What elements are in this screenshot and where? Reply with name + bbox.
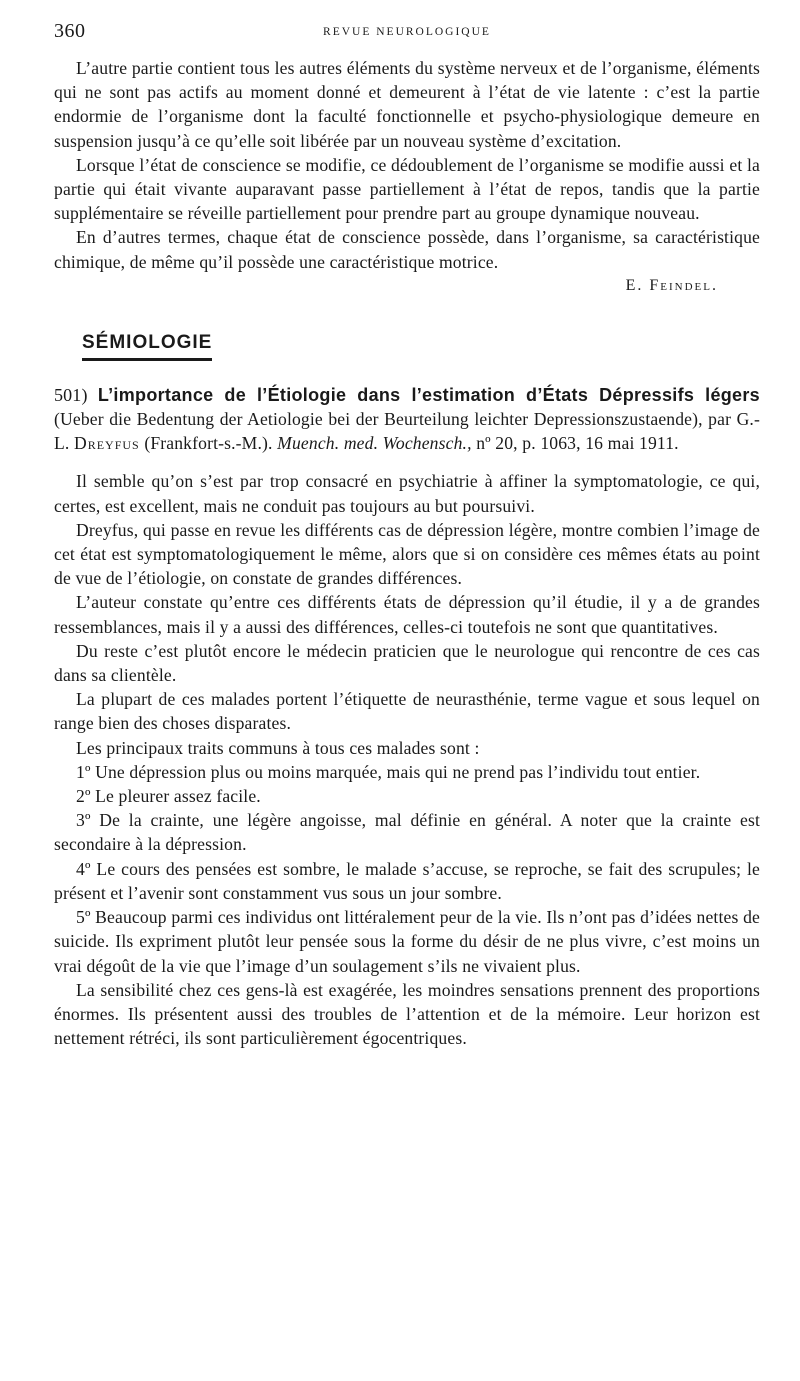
article-number: 501): [54, 384, 88, 405]
list-item: 2º Le pleurer assez facile.: [76, 786, 261, 807]
list-item: 4º Le cours des pensées est sombre, le malade s’accuse, se reproche, se fait des scrupules; le présent et l’avenir sont constamment vus sous un jour sombre.: [54, 858, 760, 903]
body-paragraph: Du reste c’est plutôt encore le médecin praticien que le neurologue qui rencontre de ces cas dans sa clientèle.: [54, 640, 760, 686]
article-title: L’importance de l’Étiologie dans l’estimation d’États Dépressifs légers: [97, 384, 760, 405]
body-paragraph: La sensibilité chez ces gens-là est exagérée, les moindres sensations prennent des proportions énormes. Ils présentent aussi des troubles de l’attention et de la mémoire. Leur horizon est nettement rétréci, ils sont particulièrement égocentriques.: [54, 979, 760, 1049]
body-paragraph: La plupart de ces malades portent l’étiquette de neurasthénie, terme vague et sous lequel on range bien des choses disparates.: [54, 689, 760, 734]
article-citation: nº 20, p. 1063, 16 mai 1911.: [476, 433, 679, 454]
article-body: [54, 469, 760, 1050]
article-place: (Frankfort-s.-M.).: [144, 433, 273, 454]
article-journal: Muench. med. Wochensch.,: [277, 433, 472, 454]
section-title: SÉMIOLOGIE: [82, 332, 212, 361]
article-heading: [54, 383, 760, 456]
list-item: 5º Beaucoup parmi ces individus ont littéralement peur de la vie. Ils n’ont pas d’idées nettes de suicide. Ils expriment plutôt leur pensée sous la forme du désir de ne plus vivre, c’est moins un vrai dégoût de la vie que l’image d’un soulagement s’ils ne vivaient plus.: [54, 907, 760, 976]
body-paragraph: Les principaux traits communs à tous ces malades sont :: [76, 737, 480, 758]
page-header: [54, 16, 760, 56]
running-head: REVUE NEUROLOGIQUE: [323, 26, 491, 38]
page-number: 360: [54, 20, 86, 42]
list-item: 1º Une dépression plus ou moins marquée, mais qui ne prend pas l’individu tout entier.: [76, 761, 701, 782]
author-signature: E. Feindel.: [625, 276, 718, 294]
intro-paragraph: En d’autres termes, chaque état de conscience possède, dans l’organisme, sa caractéristique chimique, de même qu’il possède une caractéristique motrice.: [54, 227, 760, 272]
body-paragraph: Dreyfus, qui passe en revue les différents cas de dépression légère, montre combien l’image de cet état est symptomatologiquement le même, alors que si on considère ces mêmes états au point de vue de l’étiologie, on constate de grandes différences.: [54, 519, 760, 589]
body-paragraph: Il semble qu’on s’est par trop consacré en psychiatrie à affiner la symptomatologie, ce qui, certes, est excellent, mais ne conduit pas toujours au but poursuivi.: [54, 471, 760, 516]
journal-page: [54, 16, 760, 1050]
list-item: 3º De la crainte, une légère angoisse, mal définie en général. A noter que la crainte est secondaire à la dépression.: [54, 810, 760, 855]
body-paragraph: L’auteur constate qu’entre ces différents états de dépression qu’il étudie, il y a de grandes ressemblances, mais il y a aussi des différences, celles-ci toutefois ne sont que quantitatives.: [54, 592, 760, 637]
intro-section: [54, 56, 760, 298]
article-author: Dreyfus: [74, 433, 140, 454]
spacer: [54, 455, 760, 469]
intro-paragraph: Lorsque l’état de conscience se modifie, ce dédoublement de l’organisme se modifie aussi et la partie qui était vivante auparavant passe partiellement à l’état de repos, tandis que la partie supplémentaire se réveille partiellement pour prendre part au groupe dynamique nouveau.: [54, 154, 760, 224]
intro-paragraph: L’autre partie contient tous les autres éléments du système nerveux et de l’organisme, éléments qui ne sont pas actifs au moment donné et demeurent à l’état de vie latente : c’est la partie endormie de l’organisme dont la faculté fonctionnelle et psycho-physiologique demeure en suspension jusqu’à ce qu’elle soit libérée par un nouveau système d’excitation.: [54, 58, 760, 151]
article-reference: (Ueber die Bedentung der Aetiologie bei der Beurteilung leichter Depressionszustaende), par G.-L.: [54, 409, 760, 454]
